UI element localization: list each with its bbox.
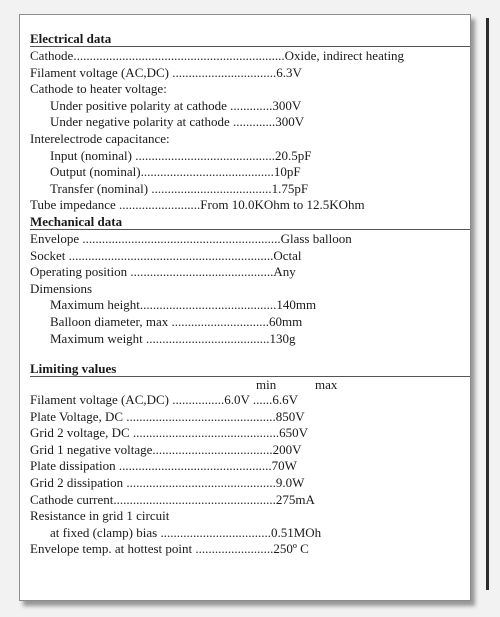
max-column-header: max xyxy=(315,377,338,393)
spec-row: Balloon diameter, max ..............................60mm xyxy=(50,313,303,329)
section-gap xyxy=(30,347,470,361)
spec-row: Interelectrode capacitance: xyxy=(30,130,170,146)
spec-row: Grid 2 voltage, DC .............................................650V xyxy=(30,425,309,441)
section-title-mechanical: Mechanical data xyxy=(30,214,470,230)
electrical-data-list xyxy=(30,48,470,214)
spec-row: Plate Voltage, DC ..............................................850V xyxy=(30,408,305,424)
spec-row: Envelope .............................................................Glass balloon xyxy=(30,230,352,246)
spec-row: Cathode current..................................................275mA xyxy=(30,491,315,507)
spec-row: Under positive polarity at cathode .............300V xyxy=(50,97,302,113)
min-max-header xyxy=(30,378,470,392)
limiting-values-list xyxy=(30,392,470,558)
spec-row: Maximum weight ......................................130g xyxy=(50,330,296,346)
section-title-electrical: Electrical data xyxy=(30,31,470,47)
spec-row: Transfer (nominal) .....................................1.75pF xyxy=(50,180,309,196)
spec-row: Filament voltage (AC,DC) ................6.0V ......6.6V xyxy=(30,392,299,408)
spec-row: Plate dissipation ...............................................70W xyxy=(30,458,297,474)
spec-row: Tube impedance .........................From 10.0KOhm to 12.5KOhm xyxy=(30,197,365,213)
spec-row: Envelope temp. at hottest point ........................250º C xyxy=(30,541,309,557)
spec-row: Grid 1 negative voltage.....................................200V xyxy=(30,441,302,457)
spec-row: Dimensions xyxy=(30,280,93,296)
mechanical-data-list xyxy=(30,231,470,347)
spec-row: Cathode to heater voltage: xyxy=(30,81,167,97)
spec-row: Grid 2 dissipation ..............................................9.0W xyxy=(30,475,305,491)
spec-row: Input (nominal) ...........................................20.5pF xyxy=(50,147,312,163)
spec-row: Resistance in grid 1 circuit xyxy=(30,508,170,524)
spec-row: Under negative polarity at cathode .............300V xyxy=(50,114,305,130)
section-title-limiting: Limiting values xyxy=(30,361,470,377)
spec-row: Filament voltage (AC,DC) ................................6.3V xyxy=(30,64,302,80)
spec-row: at fixed (clamp) bias ..................................0.51MOh xyxy=(50,524,322,540)
spec-row: Maximum height..........................................140mm xyxy=(50,297,317,313)
datasheet-content xyxy=(30,31,470,558)
spec-row: Operating position ............................................Any xyxy=(30,264,296,280)
min-column-header: min xyxy=(256,377,277,393)
spec-row: Socket ...............................................................Octal xyxy=(30,247,302,263)
page-edge-divider xyxy=(486,18,489,590)
spec-row: Cathode.................................................................Oxide, indirect heating xyxy=(30,48,405,63)
spec-row: Output (nominal).........................................10pF xyxy=(50,164,301,180)
